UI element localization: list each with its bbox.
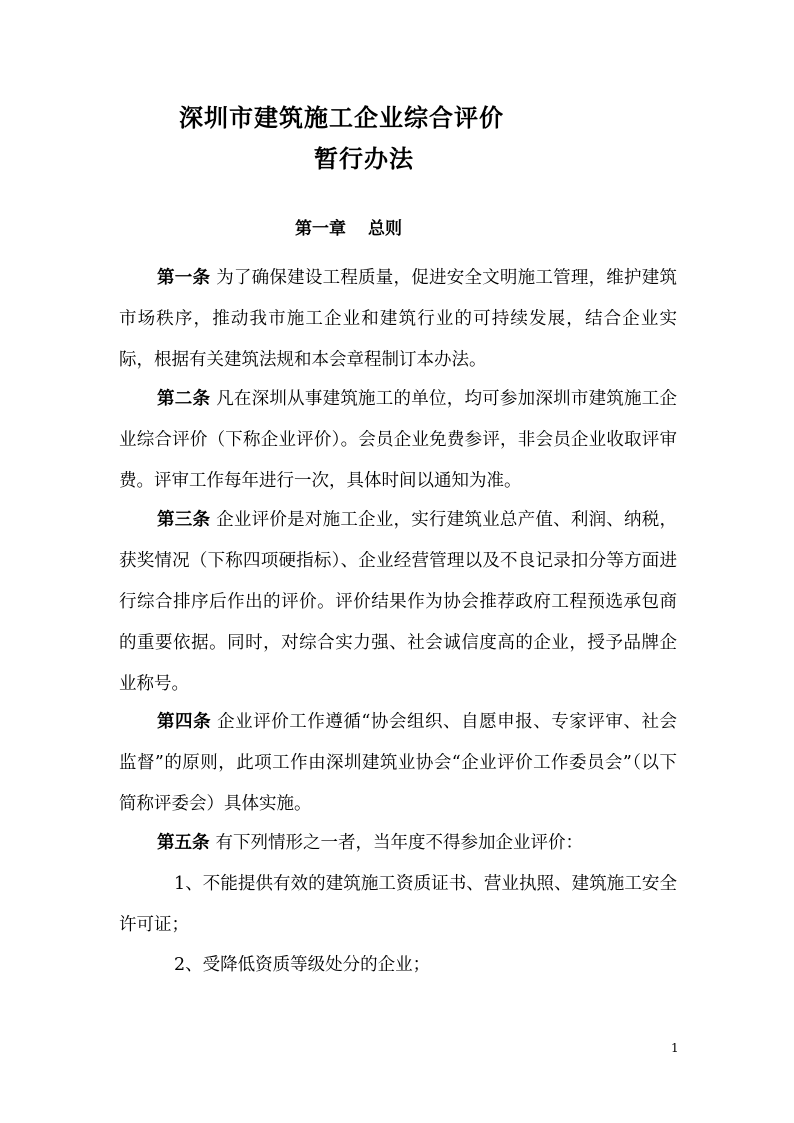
document-title-line-1: 深圳市建筑施工企业综合评价 [179, 104, 504, 132]
article-label: 第二条 [157, 389, 211, 409]
article-3 [119, 500, 677, 705]
list-item-1: 1、不能提供有效的建筑施工资质证书、营业执照、建筑施工安全许可证； [119, 874, 677, 935]
list-item-2: 2、受降低资质等级处分的企业； [174, 955, 431, 975]
article-text: 企业评价是对施工企业，实行建筑业总产值、利润、纳税，获奖情况（下称四项硬指标）、企业经营管理以及不良记录扣分等方面进行综合排序后作出的评价。评价结果作为协会推荐政府工程预选承包商的重要依据。同时，对综合实力强、社会诚信度高的企业，授予品牌企业称号。 [119, 510, 678, 694]
chapter-heading [295, 217, 402, 241]
article-2 [119, 379, 677, 502]
chapter-name: 总则 [368, 219, 402, 239]
article-label: 第五条 [157, 833, 210, 853]
article-label: 第一条 [157, 268, 211, 288]
article-label: 第三条 [157, 510, 211, 530]
article-text: 为了确保建设工程质量，促进安全文明施工管理，维护建筑市场秩序，推动我市施工企业和建筑行业的可持续发展，结合企业实际，根据有关建筑法规和本会章程制订本办法。 [119, 268, 678, 370]
article-text: 有下列情形之一者，当年度不得参加企业评价： [215, 833, 583, 853]
article-text: 凡在深圳从事建筑施工的单位，均可参加深圳市建筑施工企业综合评价（下称企业评价）。会员企业免费参评，非会员企业收取评审费。评审工作每年进行一次，具体时间以通知为准。 [119, 389, 678, 491]
article-4 [119, 702, 677, 825]
article-label: 第四条 [157, 712, 212, 732]
page-number: 1 [671, 1041, 679, 1055]
article-1 [119, 258, 677, 381]
article-5 [119, 823, 677, 864]
chapter-number: 第一章 [295, 219, 346, 239]
document-title-line-2: 暂行办法 [314, 145, 414, 173]
article-text: 企业评价工作遵循“协会组织、自愿申报、专家评审、社会监督”的原则，此项工作由深圳建筑业协会“企业评价工作委员会”（以下简称评委会）具体实施。 [119, 712, 678, 814]
